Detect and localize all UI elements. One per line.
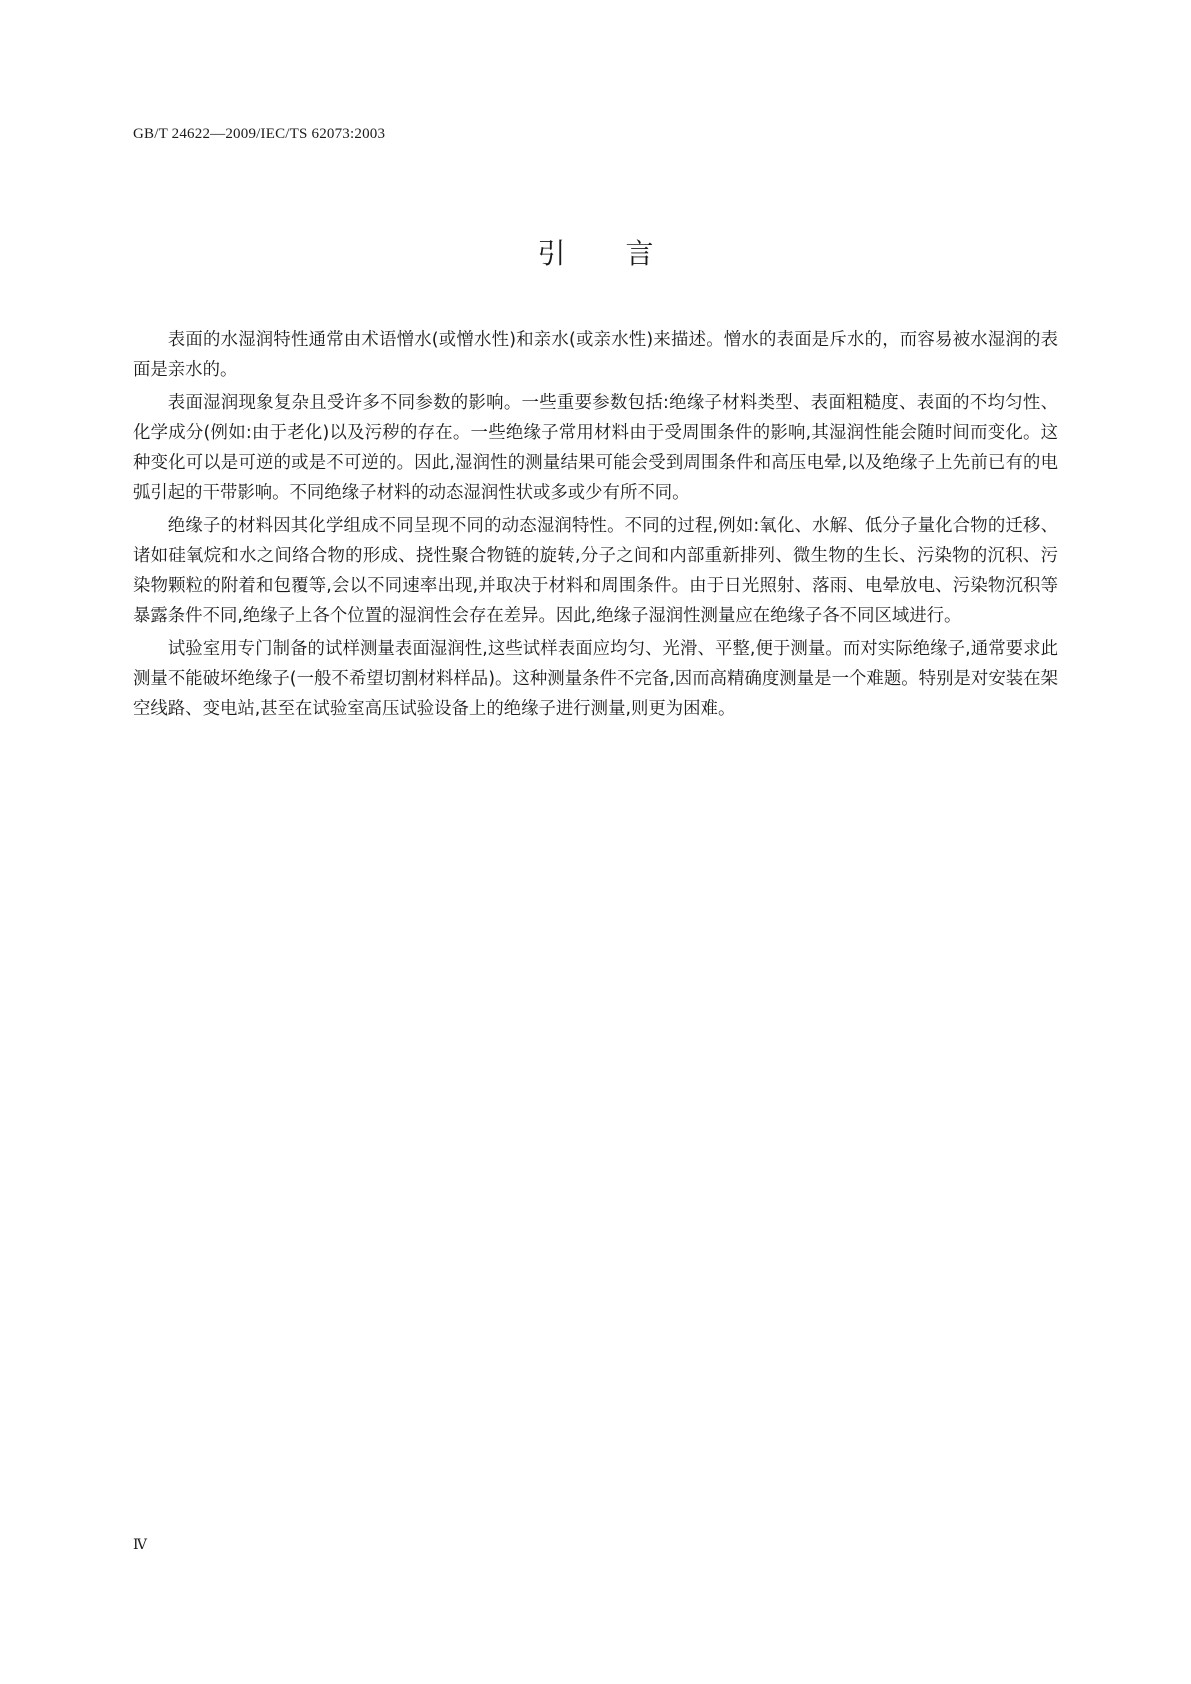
page-number: Ⅳ <box>133 1538 147 1553</box>
paragraph-4: 试验室用专门制备的试样测量表面湿润性,这些试样表面应均匀、光滑、平整,便于测量。而对实际绝缘子,通常要求此测量不能破坏绝缘子(一般不希望切割材料样品)。这种测量条件不完备,因而高精确度测量是一个难题。特别是对安装在架空线路、变电站,甚至在试验室高压试验设备上的绝缘子进行测量,则更为困难。 <box>133 639 1058 719</box>
paragraph-2: 表面湿润现象复杂且受许多不同参数的影响。一些重要参数包括:绝缘子材料类型、表面粗糙度、表面的不均匀性、化学成分(例如:由于老化)以及污秽的存在。一些绝缘子常用材料由于受周围条件的影响,其湿润性能会随时间而变化。这种变化可以是可逆的或是不可逆的。因此,湿润性的测量结果可能会受到周围条件和高压电晕,以及绝缘子上先前已有的电弧引起的干带影响。不同绝缘子材料的动态湿润性状或多或少有所不同。 <box>133 393 1058 503</box>
standard-code: GB/T 24622—2009/IEC/TS 62073:2003 <box>133 126 386 142</box>
introduction-body <box>133 325 1058 727</box>
paragraph-1: 表面的水湿润特性通常由术语憎水(或憎水性)和亲水(或亲水性)来描述。憎水的表面是斥水的，而容易被水湿润的表面是亲水的。 <box>133 330 1058 380</box>
standard-code-header <box>133 126 385 143</box>
page-title: 引言 <box>537 237 714 270</box>
paragraph-3: 绝缘子的材料因其化学组成不同呈现不同的动态湿润特性。不同的过程,例如:氧化、水解、低分子量化合物的迁移、诸如硅氧烷和水之间络合物的形成、挠性聚合物链的旋转,分子之间和内部重新排列、微生物的生长、污染物的沉积、污染物颗粒的附着和包覆等,会以不同速率出现,并取决于材料和周围条件。由于日光照射、落雨、电晕放电、污染物沉积等暴露条件不同,绝缘子上各个位置的湿润性会存在差异。因此,绝缘子湿润性测量应在绝缘子各不同区域进行。 <box>133 516 1058 626</box>
